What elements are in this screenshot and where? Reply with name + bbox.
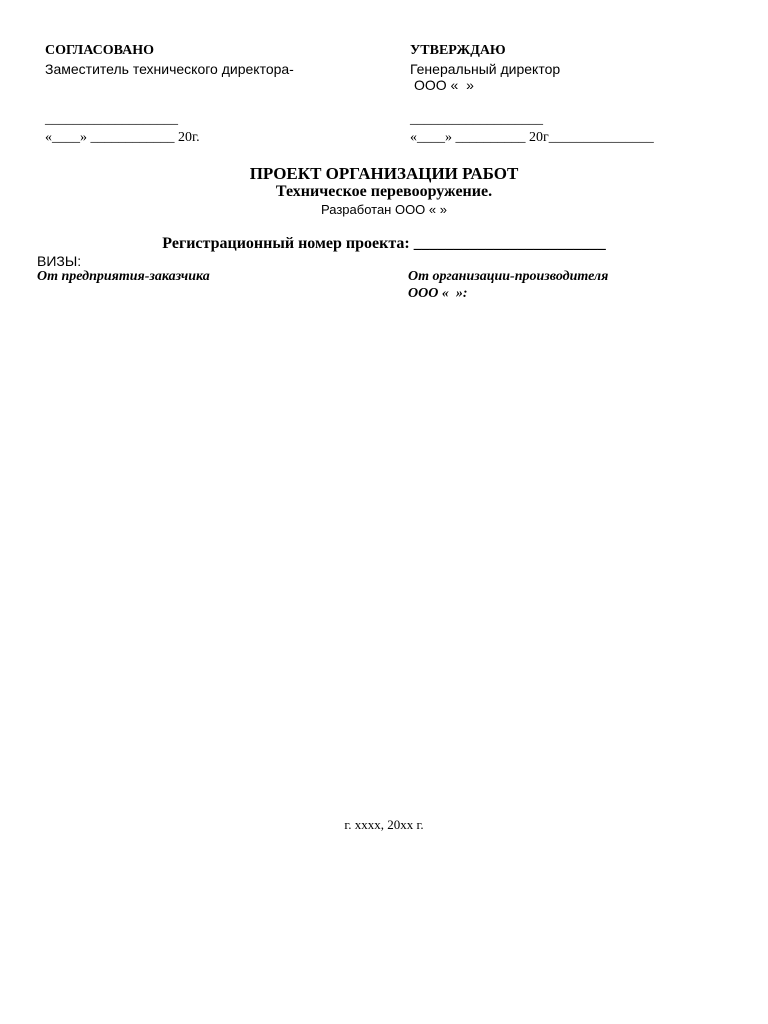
approve-position: Генеральный директор (410, 61, 561, 77)
registration-number: Регистрационный номер проекта: ________________________ (162, 235, 606, 252)
approve-signature-line: ___________________ (410, 112, 543, 127)
agreed-title: СОГЛАСОВАНО (45, 43, 154, 58)
agreed-signature-line: ___________________ (45, 112, 178, 127)
developed-by: Разработан ООО « » (321, 202, 447, 217)
visas-label: ВИЗЫ: (37, 253, 82, 269)
city-year: г. хххх, 20хх г. (344, 817, 424, 832)
approve-title: УТВЕРЖДАЮ (410, 43, 506, 58)
agreed-position: Заместитель технического директора- (45, 61, 294, 77)
approve-date-line: «____» __________ 20г_______________ (410, 130, 654, 145)
visa-contractor-company: ООО « »: (408, 286, 468, 301)
approve-company: ООО « » (414, 77, 474, 93)
visa-customer-heading: От предприятия-заказчика (37, 269, 210, 284)
agreed-date-line: «____» ____________ 20г. (45, 130, 200, 145)
visa-contractor-heading: От организации-производителя (408, 269, 609, 284)
document-subtitle: Техническое перевооружение. (275, 183, 493, 200)
document-title: ПРОЕКТ ОРГАНИЗАЦИИ РАБОТ (249, 164, 519, 183)
